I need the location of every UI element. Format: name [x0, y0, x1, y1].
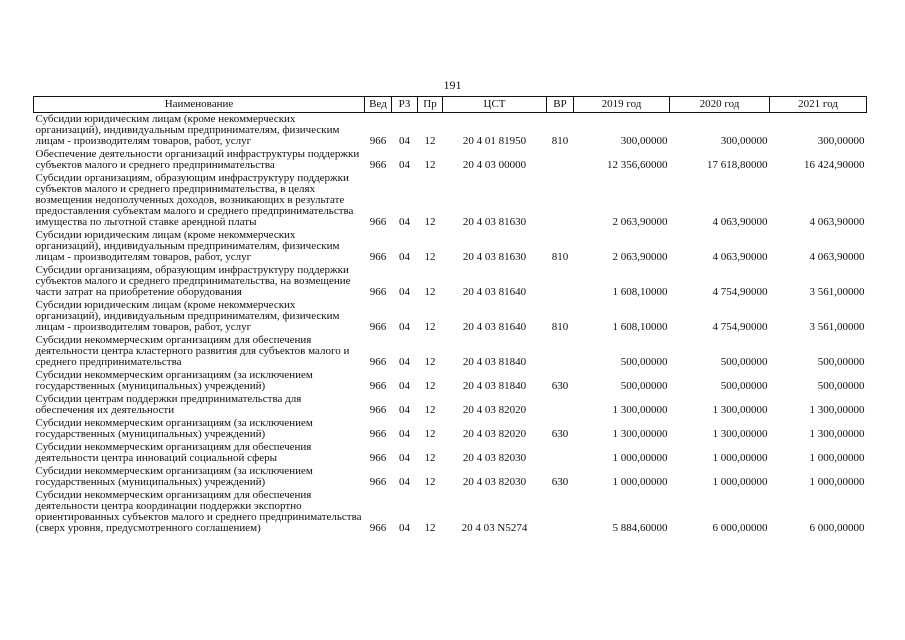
table-row	[34, 229, 867, 264]
row-name: Субсидии некоммерческим организациям для обеспечения деятельности центра кластерного развития для субъектов малого и среднего предпринимательства	[35, 334, 350, 368]
row-pr: 12	[424, 356, 436, 368]
row-vr	[547, 148, 574, 172]
row-cst: 20 4 03 81840	[462, 380, 527, 392]
header-2021: 2021 год	[770, 97, 867, 113]
table-row	[34, 148, 867, 172]
row-cst: 20 4 03 82030	[462, 452, 527, 464]
row-vr: 630	[551, 476, 569, 488]
table-row	[34, 264, 867, 299]
row-vr: 630	[551, 428, 569, 440]
row-2019: 5 884,60000	[612, 522, 668, 534]
row-2021: 1 300,00000	[809, 404, 865, 416]
row-2020: 500,00000	[720, 380, 768, 392]
row-name: Субсидии некоммерческим организациям (за исключением государственных (муниципальных) учреждений)	[35, 369, 313, 392]
row-ved: 966	[369, 216, 387, 228]
row-rz: 04	[399, 135, 410, 147]
row-cst: 20 4 03 00000	[462, 159, 527, 171]
row-2021: 4 063,90000	[809, 216, 865, 228]
row-vr	[547, 393, 574, 417]
table-row	[34, 172, 867, 229]
row-2020: 500,00000	[720, 356, 768, 368]
row-2019: 1 608,10000	[612, 321, 668, 333]
row-2019: 2 063,90000	[612, 251, 668, 263]
header-2019: 2019 год	[574, 97, 670, 113]
header-rz: РЗ	[392, 97, 418, 113]
row-ved: 966	[369, 404, 387, 416]
row-name: Субсидии юридическим лицам (кроме некоммерческих организаций), индивидуальным предпринимателям, физическим лицам - производителям товаров, работ, услуг	[35, 229, 340, 263]
row-2019: 500,00000	[620, 356, 668, 368]
row-cst: 20 4 03 N5274	[461, 522, 528, 534]
header-2020: 2020 год	[670, 97, 770, 113]
row-2020: 4 754,90000	[712, 286, 768, 298]
row-2019: 1 608,10000	[612, 286, 668, 298]
table-header-row	[34, 97, 867, 113]
row-pr: 12	[424, 522, 436, 534]
row-name: Субсидии некоммерческим организациям (за исключением государственных (муниципальных) учреждений)	[35, 417, 313, 440]
table-row	[34, 299, 867, 334]
row-2019: 1 300,00000	[612, 428, 668, 440]
row-rz: 04	[399, 286, 410, 298]
row-pr: 12	[424, 321, 436, 333]
row-2019: 12 356,60000	[607, 159, 668, 171]
row-vr: 630	[551, 380, 569, 392]
row-2019: 300,00000	[620, 135, 668, 147]
row-2020: 4 754,90000	[712, 321, 768, 333]
row-rz: 04	[399, 380, 410, 392]
row-cst: 20 4 03 81630	[462, 251, 527, 263]
table-row	[34, 489, 867, 535]
row-ved: 966	[369, 251, 387, 263]
row-vr	[547, 441, 574, 465]
row-cst: 20 4 03 82020	[462, 404, 527, 416]
row-cst: 20 4 03 81640	[462, 321, 527, 333]
row-cst: 20 4 03 82020	[462, 428, 527, 440]
row-pr: 12	[424, 135, 436, 147]
header-name: Наименование	[34, 97, 365, 113]
row-pr: 12	[424, 428, 436, 440]
row-2019: 2 063,90000	[612, 216, 668, 228]
table-row	[34, 417, 867, 441]
row-ved: 966	[369, 356, 387, 368]
row-rz: 04	[399, 452, 410, 464]
row-pr: 12	[424, 159, 436, 171]
row-cst: 20 4 03 81840	[462, 356, 527, 368]
header-cst: ЦСТ	[443, 97, 547, 113]
row-2019: 1 000,00000	[612, 452, 668, 464]
row-ved: 966	[369, 476, 387, 488]
row-pr: 12	[424, 476, 436, 488]
row-name: Субсидии организациям, образующим инфраструктуру поддержки субъектов малого и среднего предпринимательства, в целях возмещения недополученных доходов, возникающих в результате предоставления субъектам малого и среднего предпринимательства имущества по льготной ставке арендной платы	[35, 172, 354, 228]
row-2020: 6 000,00000	[712, 522, 768, 534]
table-row	[34, 334, 867, 369]
row-pr: 12	[424, 286, 436, 298]
row-rz: 04	[399, 216, 410, 228]
row-2019: 1 000,00000	[612, 476, 668, 488]
row-2021: 16 424,90000	[804, 159, 865, 171]
row-pr: 12	[424, 251, 436, 263]
row-2021: 4 063,90000	[809, 251, 865, 263]
row-2021: 1 000,00000	[809, 452, 865, 464]
row-2020: 1 000,00000	[712, 476, 768, 488]
row-vr: 810	[551, 321, 569, 333]
row-vr: 810	[551, 135, 569, 147]
row-rz: 04	[399, 522, 410, 534]
row-pr: 12	[424, 216, 436, 228]
header-pr: Пр	[418, 97, 443, 113]
row-2021: 1 000,00000	[809, 476, 865, 488]
budget-table	[33, 96, 867, 535]
row-cst: 20 4 03 81640	[462, 286, 527, 298]
row-ved: 966	[369, 522, 387, 534]
row-pr: 12	[424, 452, 436, 464]
row-rz: 04	[399, 356, 410, 368]
row-ved: 966	[369, 135, 387, 147]
row-2020: 1 300,00000	[712, 404, 768, 416]
row-2021: 3 561,00000	[809, 286, 865, 298]
row-2021: 6 000,00000	[809, 522, 865, 534]
row-rz: 04	[399, 476, 410, 488]
row-rz: 04	[399, 159, 410, 171]
row-pr: 12	[424, 380, 436, 392]
row-vr	[547, 264, 574, 299]
row-rz: 04	[399, 428, 410, 440]
row-ved: 966	[369, 380, 387, 392]
row-rz: 04	[399, 251, 410, 263]
row-name: Субсидии некоммерческим организациям (за исключением государственных (муниципальных) учреждений)	[35, 465, 313, 488]
row-2020: 1 000,00000	[712, 452, 768, 464]
row-name: Субсидии некоммерческим организациям для обеспечения деятельности центра координации поддержки экспортно ориентированных субъектов малого и среднего предпринимательства (сверх уровня, предусмотренного соглашением)	[35, 489, 362, 534]
table-row	[34, 369, 867, 393]
row-name: Субсидии организациям, образующим инфраструктуру поддержки субъектов малого и среднего предпринимательства, на возмещение части затрат на приобретение оборудования	[35, 264, 351, 298]
table-row	[34, 393, 867, 417]
row-ved: 966	[369, 286, 387, 298]
table-row	[34, 441, 867, 465]
row-name: Субсидии некоммерческим организациям для обеспечения деятельности центра инноваций социальной сферы	[35, 441, 312, 464]
row-pr: 12	[424, 404, 436, 416]
row-2019: 1 300,00000	[612, 404, 668, 416]
row-2019: 500,00000	[620, 380, 668, 392]
row-name: Обеспечение деятельности организаций инфраструктуры поддержки субъектов малого и среднего предпринимательства	[35, 148, 360, 171]
row-vr	[547, 489, 574, 535]
header-vr: ВР	[547, 97, 574, 113]
page-number: 191	[443, 78, 462, 92]
row-cst: 20 4 01 81950	[462, 135, 527, 147]
row-ved: 966	[369, 428, 387, 440]
row-2020: 4 063,90000	[712, 216, 768, 228]
row-vr	[547, 172, 574, 229]
row-name: Субсидии юридическим лицам (кроме некоммерческих организаций), индивидуальным предпринимателям, физическим лицам - производителям товаров, работ, услуг	[35, 113, 340, 147]
row-ved: 966	[369, 159, 387, 171]
row-vr	[547, 334, 574, 369]
row-2021: 3 561,00000	[809, 321, 865, 333]
row-2021: 500,00000	[817, 356, 865, 368]
row-ved: 966	[369, 452, 387, 464]
row-rz: 04	[399, 404, 410, 416]
table-row	[34, 465, 867, 489]
row-2020: 300,00000	[720, 135, 768, 147]
row-name: Субсидии юридическим лицам (кроме некоммерческих организаций), индивидуальным предпринимателям, физическим лицам - производителям товаров, работ, услуг	[35, 299, 340, 333]
row-2020: 17 618,80000	[707, 159, 768, 171]
row-rz: 04	[399, 321, 410, 333]
row-cst: 20 4 03 81630	[462, 216, 527, 228]
table-row	[34, 113, 867, 149]
row-2021: 500,00000	[817, 380, 865, 392]
row-2020: 1 300,00000	[712, 428, 768, 440]
header-ved: Вед	[365, 97, 392, 113]
row-vr: 810	[551, 251, 569, 263]
row-ved: 966	[369, 321, 387, 333]
row-name: Субсидии центрам поддержки предпринимательства для обеспечения их деятельности	[35, 393, 302, 416]
row-2021: 300,00000	[817, 135, 865, 147]
row-2021: 1 300,00000	[809, 428, 865, 440]
row-2020: 4 063,90000	[712, 251, 768, 263]
row-cst: 20 4 03 82030	[462, 476, 527, 488]
